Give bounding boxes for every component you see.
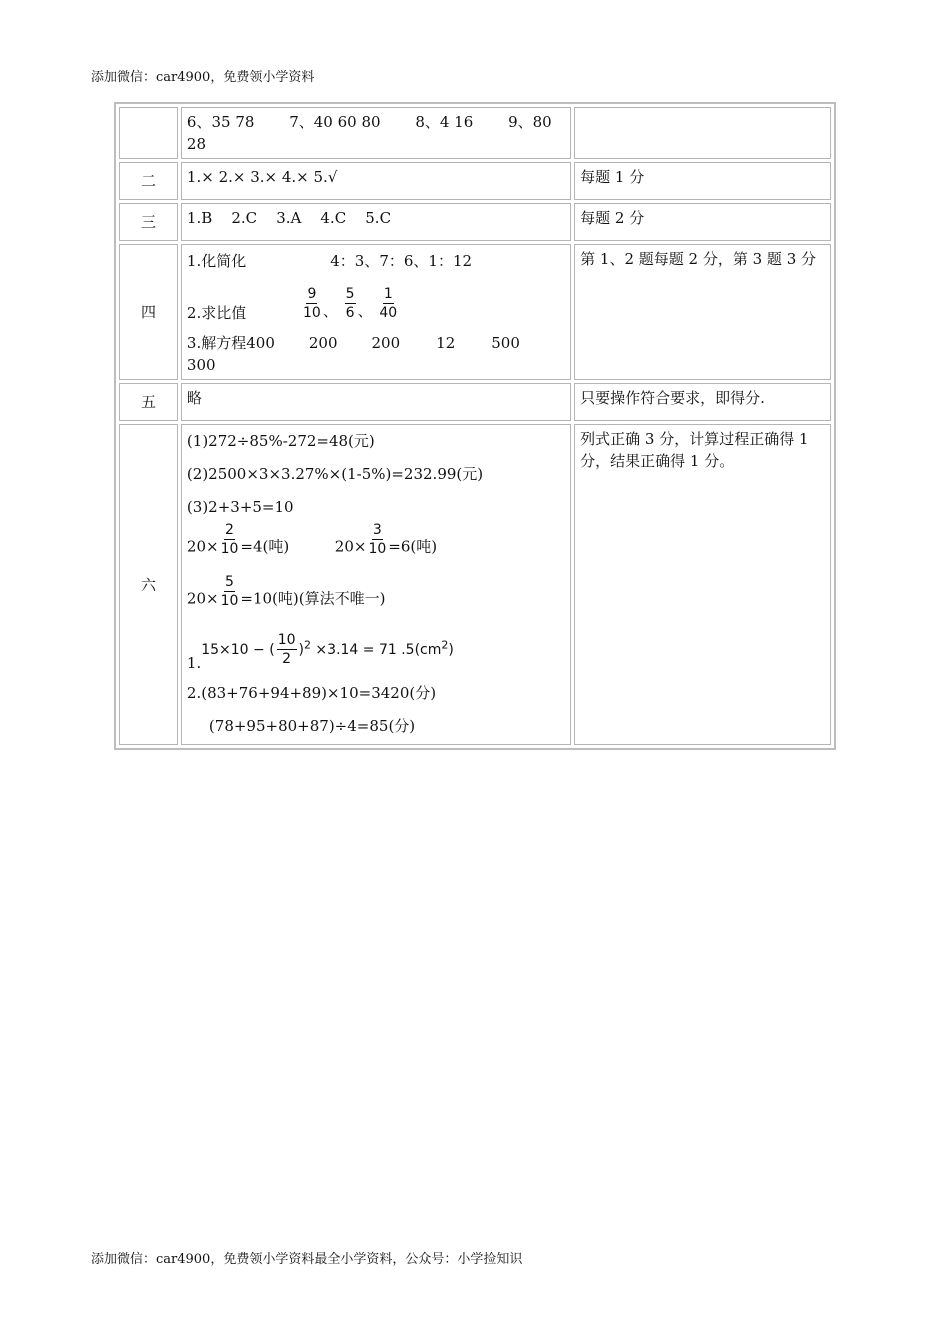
answer-line: (1)272÷85%-272=48(元) — [186, 432, 375, 450]
calc-text: 20× — [334, 537, 367, 556]
question-number: 五 — [119, 383, 178, 421]
question-number — [119, 107, 178, 159]
calc-text: =4(吨) — [240, 537, 290, 556]
answer-label: 2.求比值 — [186, 303, 247, 322]
answer-value: 200 — [371, 334, 401, 352]
answer-item: 6、35 78 — [186, 113, 255, 131]
answer-item: 7、40 60 80 — [289, 113, 381, 131]
answer-line: (78+95+80+87)÷4=85(分) — [208, 717, 416, 735]
answer-value: 200 — [308, 334, 338, 352]
answer-cell — [181, 424, 571, 745]
fraction: $\frac{5}{10}$ — [220, 574, 239, 609]
question-number: 二 — [119, 162, 178, 200]
table-row — [119, 244, 831, 380]
scoring-note: 每题 2 分 — [574, 203, 831, 241]
page-header: 添加微信：car4900，免费领小学资料 — [91, 70, 315, 85]
answer-item: 9、80 28 — [186, 113, 552, 153]
answer-cell: 1.B 2.C 3.A 4.C 5.C — [181, 203, 571, 241]
scoring-note: 每题 1 分 — [574, 162, 831, 200]
fraction: $\frac{5}{6}$ — [345, 286, 355, 321]
answer-value: 400 — [246, 334, 275, 352]
answer-cell — [181, 244, 571, 380]
area-formula: 15×10 − ( $\frac{10}{2}$ )$^2$ ×3.14 = 71 $.5(cm^2)$ — [201, 632, 454, 667]
answer-value: 12 — [436, 334, 456, 352]
answer-label: 1.化简化 — [186, 252, 247, 270]
question-number: 三 — [119, 203, 178, 241]
fraction: $\frac{9}{10}$ — [303, 286, 321, 321]
question-number: 四 — [119, 244, 178, 380]
answer-line: (3)2+3+5=10 — [186, 498, 294, 516]
fraction: $\frac{3}{10}$ — [368, 522, 387, 557]
scoring-note — [574, 107, 831, 159]
page-footer: 添加微信：car4900，免费领小学资料最全小学资料，公众号：小学捡知识 — [91, 1252, 523, 1267]
answer-cell: 1.× 2.× 3.× 4.× 5.√ — [181, 162, 571, 200]
answer-line: (2)2500×3×3.27%×(1-5%)=232.99(元) — [186, 465, 484, 483]
answer-cell — [181, 107, 571, 159]
table-row — [119, 203, 831, 241]
table-row — [119, 424, 831, 745]
table-row — [119, 162, 831, 200]
calc-text: =10(吨)(算法不唯一) — [240, 589, 386, 608]
answer-value: 300 — [186, 356, 216, 374]
answer-table — [114, 102, 836, 750]
answer-label: 3.解方程 — [186, 334, 247, 352]
separator: 、 — [322, 301, 338, 320]
answer-value: 4：3、7：6、1：12 — [330, 252, 473, 270]
answer-value: 500 — [491, 334, 520, 352]
question-number: 六 — [119, 424, 178, 745]
answer-line: 2.(83+76+94+89)×10=3420(分) — [186, 684, 437, 702]
calc-text: 20× — [186, 589, 219, 608]
formula-number: 1. — [186, 653, 202, 672]
calc-text: 20× — [186, 537, 219, 556]
fraction: $\frac{1}{40}$ — [379, 286, 398, 321]
calc-text: =6(吨) — [388, 537, 438, 556]
fraction: $\frac{2}{10}$ — [220, 522, 239, 557]
separator: 、 — [357, 301, 373, 320]
answer-item: 8、4 16 — [415, 113, 474, 131]
answer-cell: 略 — [181, 383, 571, 421]
scoring-note: 只要操作符合要求，即得分. — [574, 383, 831, 421]
table-row — [119, 107, 831, 159]
scoring-note: 列式正确 3 分，计算过程正确得 1 分，结果正确得 1 分。 — [574, 424, 831, 745]
table-row — [119, 383, 831, 421]
scoring-note: 第 1、2 题每题 2 分，第 3 题 3 分 — [574, 244, 831, 380]
